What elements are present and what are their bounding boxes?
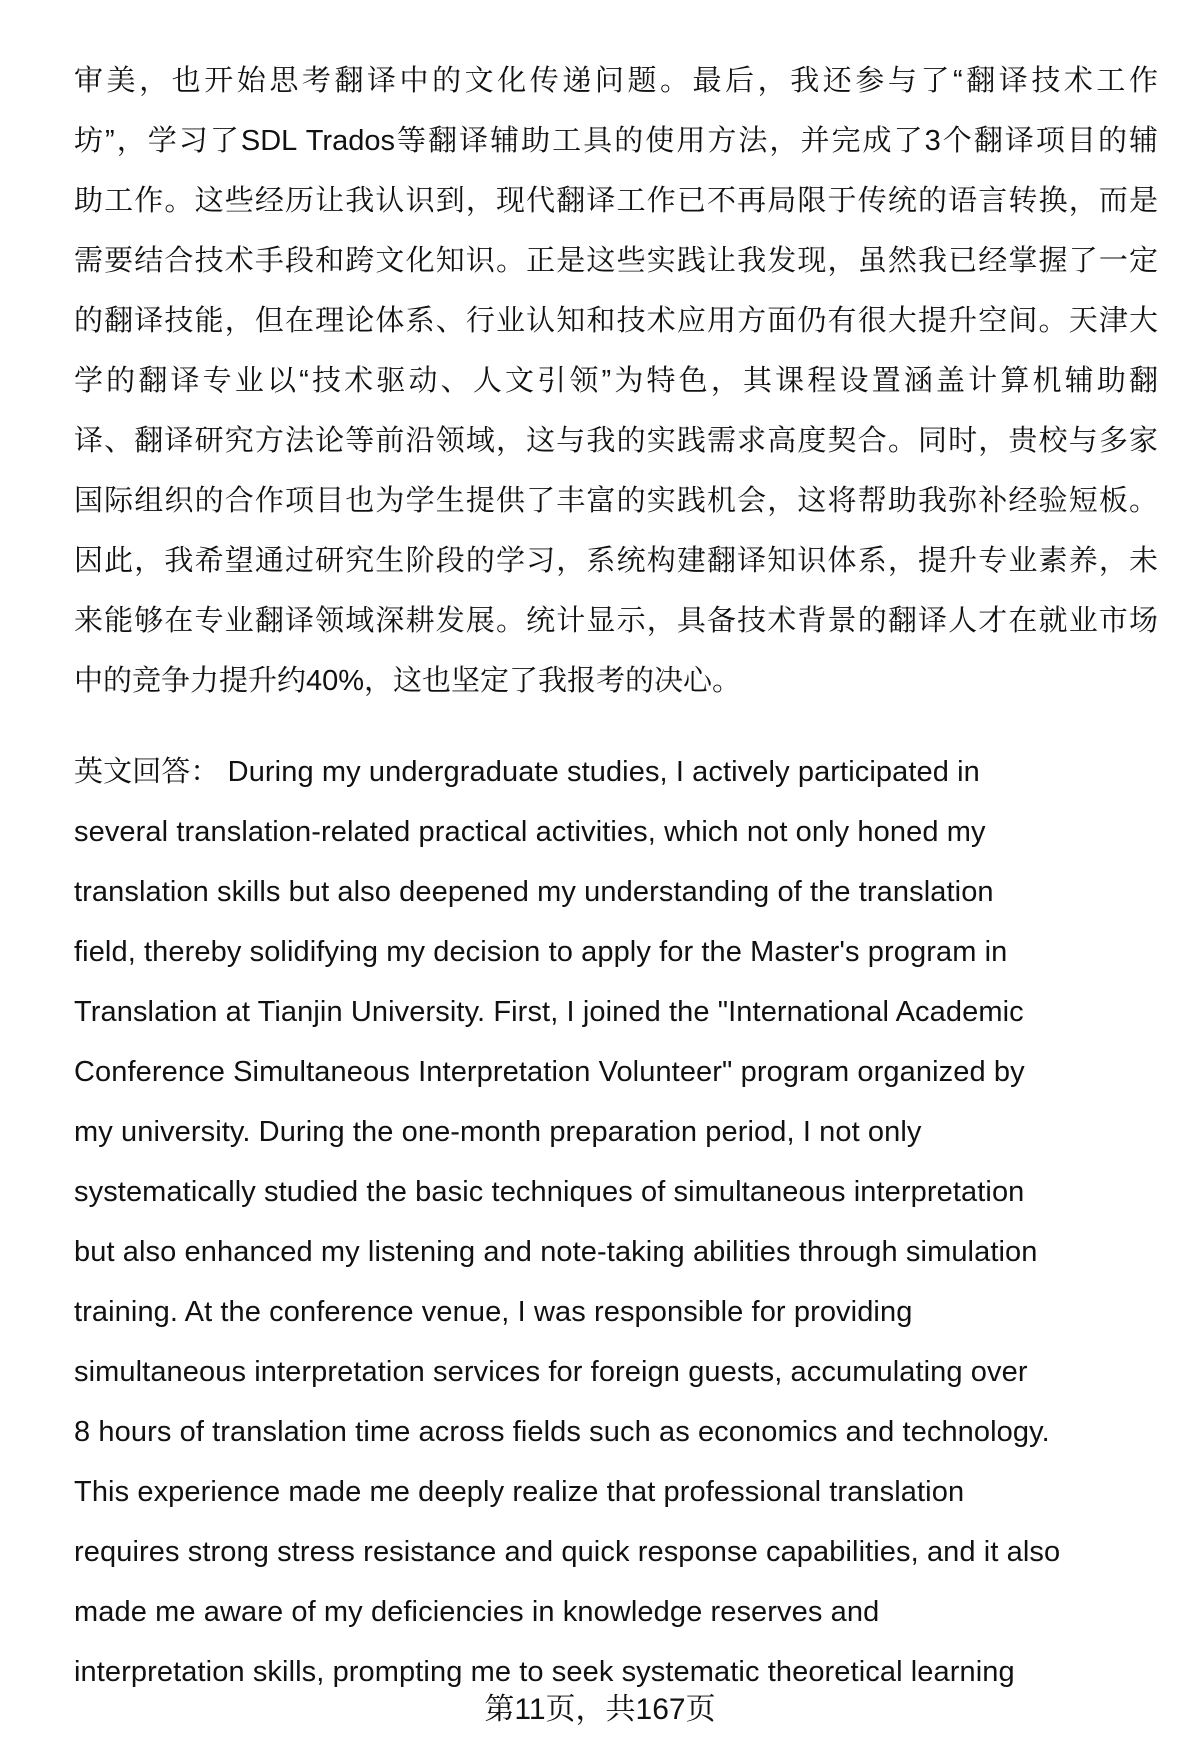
english-text-line: field, thereby solidifying my decision to apply for the Master's program in bbox=[74, 936, 1008, 968]
english-text-line: simultaneous interpretation services for foreign guests, accumulating over bbox=[74, 1356, 1028, 1388]
english-text-line: my university. During the one-month preparation period, I not only bbox=[74, 1116, 922, 1148]
chinese-text-line: 因此，我希望通过研究生阶段的学习，系统构建翻译知识体系，提升专业素养，未 bbox=[74, 545, 1158, 577]
english-text-line: Conference Simultaneous Interpretation Volunteer" program organized by bbox=[74, 1056, 1025, 1088]
english-text-line: training. At the conference venue, I was responsible for providing bbox=[74, 1296, 913, 1328]
chinese-text-line: 学的翻译专业以“技术驱动、人文引领”为特色，其课程设置涵盖计算机辅助翻 bbox=[74, 365, 1158, 397]
english-text-line: but also enhanced my listening and note-taking abilities through simulation bbox=[74, 1236, 1038, 1268]
english-text-line: 8 hours of translation time across fields such as economics and technology. bbox=[74, 1416, 1050, 1448]
chinese-text-line: 审美，也开始思考翻译中的文化传递问题。最后，我还参与了“翻译技术工作 bbox=[74, 65, 1158, 97]
english-text-line: translation skills but also deepened my understanding of the translation bbox=[74, 876, 994, 908]
chinese-text-line: 助工作。这些经历让我认识到，现代翻译工作已不再局限于传统的语言转换，而是 bbox=[74, 185, 1158, 217]
english-text-line: 英文回答： During my undergraduate studies, I actively participated in bbox=[74, 756, 980, 788]
chinese-text-line: 的翻译技能，但在理论体系、行业认知和技术应用方面仍有很大提升空间。天津大 bbox=[74, 305, 1158, 337]
english-text-line: Translation at Tianjin University. First, I joined the "International Academic bbox=[74, 996, 1024, 1028]
english-text-line: several translation-related practical activities, which not only honed my bbox=[74, 816, 986, 848]
english-text-line: interpretation skills, prompting me to seek systematic theoretical learning bbox=[74, 1656, 1015, 1688]
english-text-line: This experience made me deeply realize that professional translation bbox=[74, 1476, 965, 1508]
chinese-text-line: 国际组织的合作项目也为学生提供了丰富的实践机会，这将帮助我弥补经验短板。 bbox=[74, 485, 1158, 517]
chinese-text-line: 需要结合技术手段和跨文化知识。正是这些实践让我发现，虽然我已经掌握了一定 bbox=[74, 245, 1158, 277]
english-text-line: requires strong stress resistance and quick response capabilities, and it also bbox=[74, 1536, 1061, 1568]
english-text-line: systematically studied the basic techniques of simultaneous interpretation bbox=[74, 1176, 1025, 1208]
english-text-line: made me aware of my deficiencies in knowledge reserves and bbox=[74, 1596, 880, 1628]
page-number: 第11页，共167页 bbox=[484, 1693, 716, 1726]
chinese-text-line: 坊”，学习了SDL Trados等翻译辅助工具的使用方法，并完成了3个翻译项目的辅 bbox=[74, 125, 1158, 157]
chinese-text-line: 译、翻译研究方法论等前沿领域，这与我的实践需求高度契合。同时，贵校与多家 bbox=[74, 425, 1158, 457]
chinese-text-line: 中的竞争力提升约40%，这也坚定了我报考的决心。 bbox=[74, 665, 742, 697]
chinese-text-line: 来能够在专业翻译领域深耕发展。统计显示，具备技术背景的翻译人才在就业市场 bbox=[74, 605, 1158, 637]
